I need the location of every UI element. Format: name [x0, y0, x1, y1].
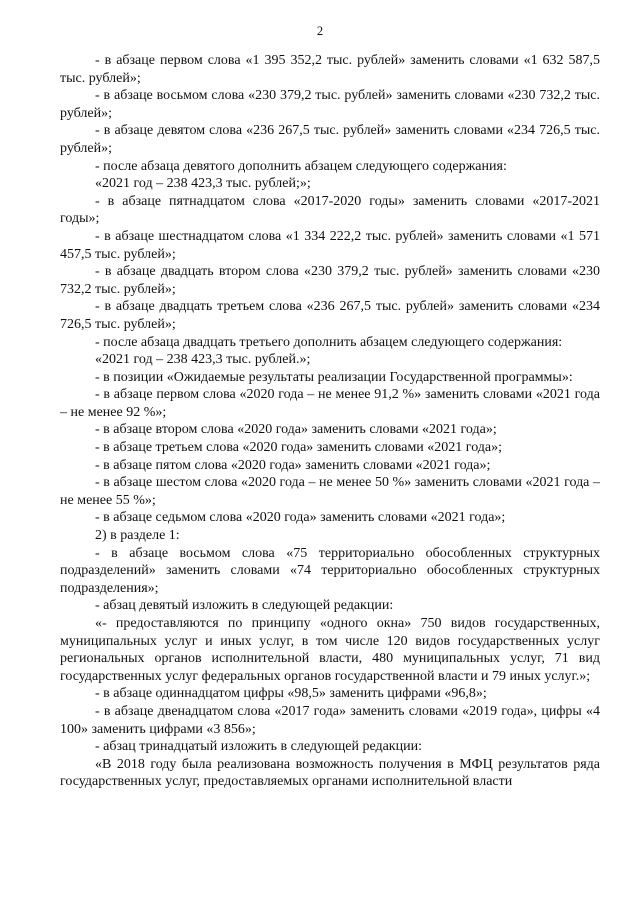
paragraph: - после абзаца девятого дополнить абзацем следующего содержания:	[95, 158, 507, 174]
paragraph: - в абзаце седьмом слова «2020 года» заменить словами «2021 года»;	[95, 510, 506, 526]
paragraph: - в абзаце двенадцатом слова «2017 года» заменить словами «2019 года», цифры «4 100» заменить цифрами «3 856»;	[60, 703, 600, 737]
paragraph: - в абзаце шестом слова «2020 года – не менее 50 %» заменить словами «2021 года – не менее 55 %»;	[60, 475, 600, 508]
paragraph: - в абзаце шестнадцатом слова «1 334 222,2 тыс. рублей» заменить словами «1 571 457,5 тыс. рублей»;	[60, 228, 600, 262]
paragraph: «2021 год – 238 423,3 тыс. рублей.»;	[95, 352, 311, 368]
paragraph: - в позиции «Ожидаемые результаты реализации Государственной программы»:	[95, 369, 573, 385]
paragraph: - в абзаце двадцать третьем слова «236 267,5 тыс. рублей» заменить словами «234 726,5 тыс. рублей»;	[60, 299, 600, 332]
paragraph: - в абзаце пятом слова «2020 года» заменить словами «2021 года»;	[95, 457, 491, 473]
paragraph: - в абзаце восьмом слова «230 379,2 тыс. рублей» заменить словами «230 732,2 тыс. рублей»;	[60, 88, 600, 121]
paragraph: - в абзаце третьем слова «2020 года» заменить словами «2021 года»;	[95, 440, 503, 456]
paragraph: - в абзаце восьмом слова «75 территориально обособленных структурных подразделений» заменить словами «74 территориально обособленных структурных подразделения»;	[60, 545, 600, 596]
paragraph: - в абзаце первом слова «2020 года – не менее 91,2 %» заменить словами «2021 года – не менее 92 %»;	[60, 387, 600, 420]
paragraph: «2021 год – 238 423,3 тыс. рублей;»;	[95, 176, 311, 192]
paragraph: - в абзаце втором слова «2020 года» заменить словами «2021 года»;	[95, 422, 497, 438]
paragraph: - в абзаце первом слова «1 395 352,2 тыс. рублей» заменить словами «1 632 587,5 тыс. рублей»;	[60, 53, 600, 86]
paragraph: «В 2018 году была реализована возможность получения в МФЦ результатов ряда государственных услуг, предоставляемых органами исполнительной власти	[60, 756, 600, 790]
paragraph: - абзац девятый изложить в следующей редакции:	[95, 598, 394, 614]
paragraph: - в абзаце одиннадцатом цифры «98,5» заменить цифрами «96,8»;	[95, 686, 487, 702]
page-number: 2	[316, 24, 324, 38]
paragraph: - в абзаце двадцать втором слова «230 379,2 тыс. рублей» заменить словами «230 732,2 тыс. рублей»;	[60, 264, 600, 297]
paragraph: - в абзаце девятом слова «236 267,5 тыс. рублей» заменить словами «234 726,5 тыс. рублей»;	[60, 123, 600, 156]
paragraph: - абзац тринадцатый изложить в следующей редакции:	[95, 739, 422, 755]
paragraph: «- предоставляются по принципу «одного окна» 750 видов государственных, муниципальных услуг и иных услуг, в том числе 120 видов государственных услуг региональных органов исполнительной власти, 480 муниципальных услуг, 71 вид государственных услуг федеральных органов государственной власти и 79 иных услуг.»;	[60, 616, 600, 684]
paragraph: 2) в разделе 1:	[95, 528, 180, 544]
document-body	[60, 52, 600, 791]
paragraph: - после абзаца двадцать третьего дополнить абзацем следующего содержания:	[95, 334, 563, 350]
paragraph: - в абзаце пятнадцатом слова «2017-2020 годы» заменить словами «2017-2021 годы»;	[60, 193, 600, 227]
